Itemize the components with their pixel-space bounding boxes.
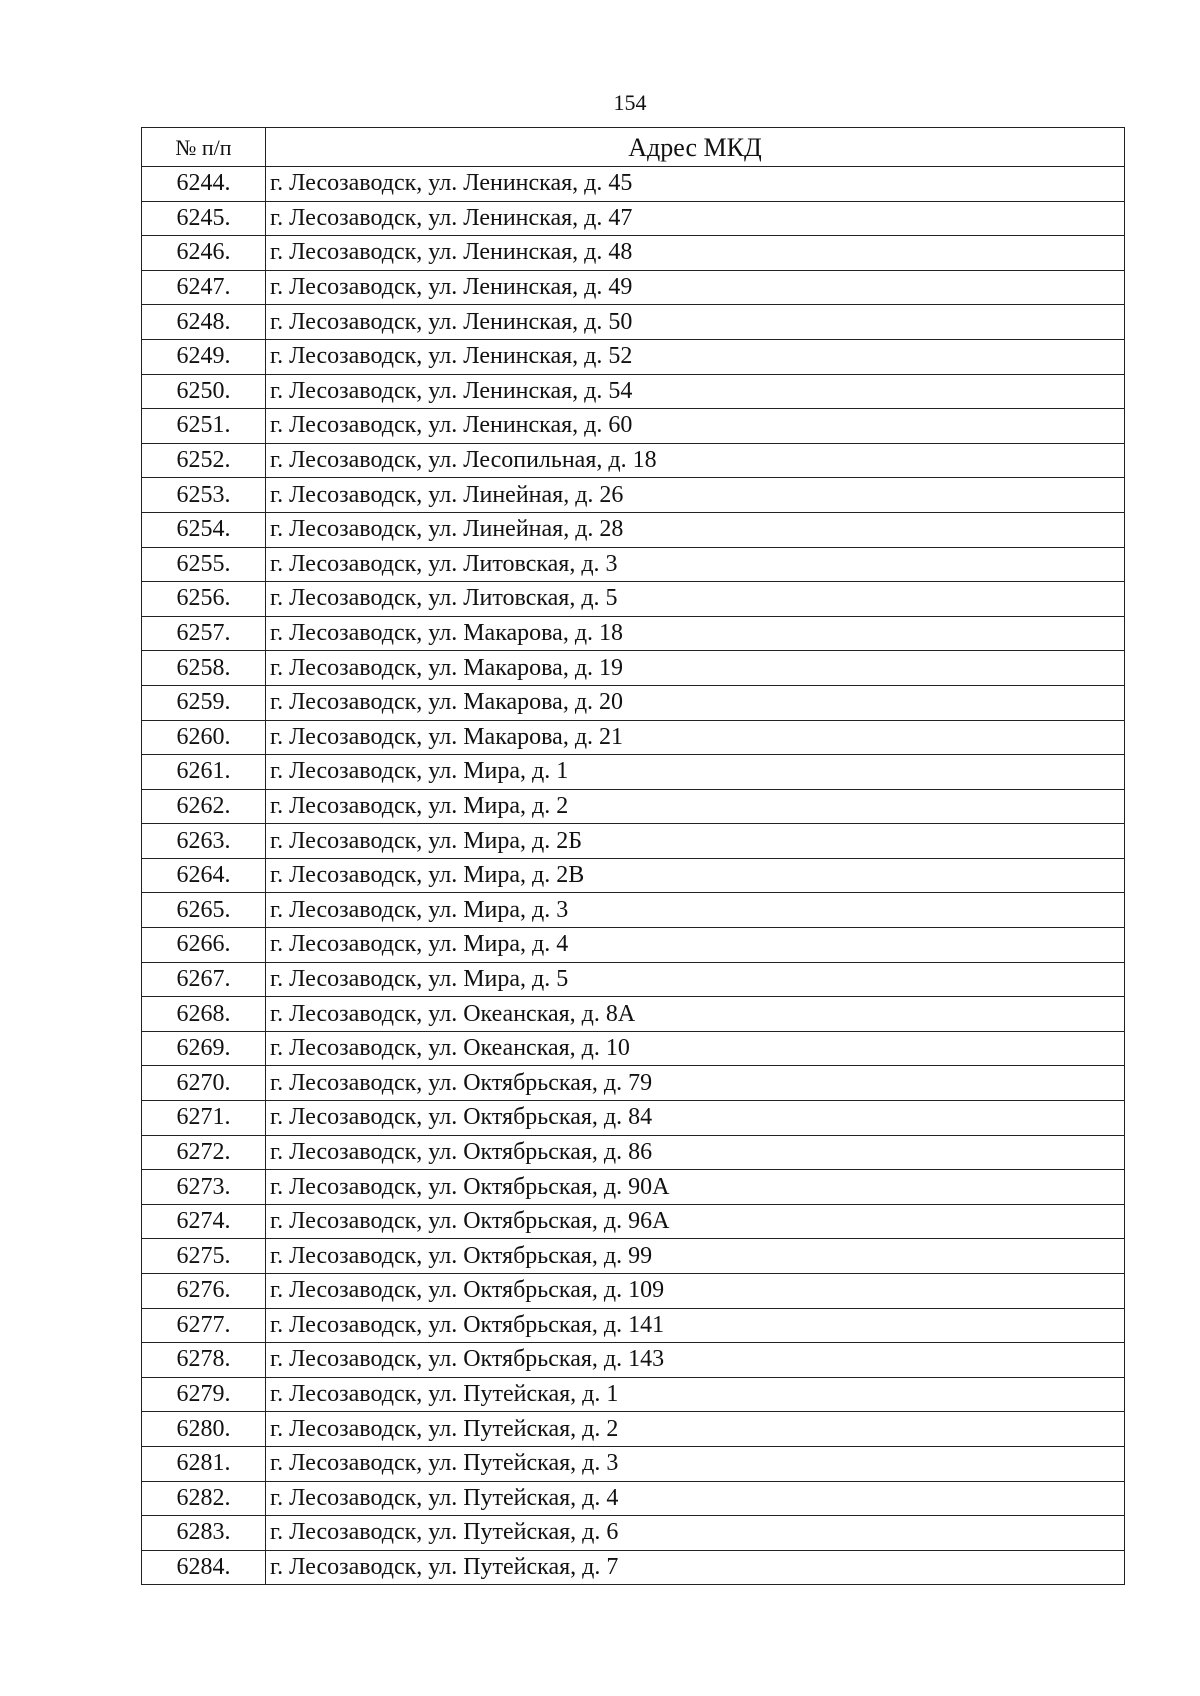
row-number: 6277. — [142, 1308, 266, 1343]
table-row — [142, 685, 1125, 720]
row-number: 6273. — [142, 1170, 266, 1205]
row-address: г. Лесозаводск, ул. Ленинская, д. 49 — [266, 270, 1125, 305]
table-row — [142, 1412, 1125, 1447]
row-address: г. Лесозаводск, ул. Мира, д. 4 — [266, 928, 1125, 963]
table-row — [142, 1274, 1125, 1309]
row-address: г. Лесозаводск, ул. Линейная, д. 28 — [266, 512, 1125, 547]
row-number: 6258. — [142, 651, 266, 686]
row-address: г. Лесозаводск, ул. Путейская, д. 1 — [266, 1377, 1125, 1412]
row-address: г. Лесозаводск, ул. Мира, д. 1 — [266, 755, 1125, 790]
table-row — [142, 1204, 1125, 1239]
row-number: 6253. — [142, 478, 266, 513]
table-row — [142, 651, 1125, 686]
row-address: г. Лесозаводск, ул. Мира, д. 5 — [266, 962, 1125, 997]
table-row — [142, 1101, 1125, 1136]
row-number: 6281. — [142, 1446, 266, 1481]
table-row — [142, 167, 1125, 202]
row-number: 6282. — [142, 1481, 266, 1516]
row-number: 6278. — [142, 1343, 266, 1378]
row-address: г. Лесозаводск, ул. Мира, д. 3 — [266, 893, 1125, 928]
row-address: г. Лесозаводск, ул. Макарова, д. 21 — [266, 720, 1125, 755]
row-number: 6283. — [142, 1516, 266, 1551]
table-row — [142, 270, 1125, 305]
table-row — [142, 755, 1125, 790]
address-table — [141, 127, 1125, 1585]
table-row — [142, 1239, 1125, 1274]
row-address: г. Лесозаводск, ул. Ленинская, д. 54 — [266, 374, 1125, 409]
table-row — [142, 1516, 1125, 1551]
header-row — [142, 128, 1125, 167]
row-address: г. Лесозаводск, ул. Путейская, д. 3 — [266, 1446, 1125, 1481]
row-number: 6260. — [142, 720, 266, 755]
row-number: 6259. — [142, 685, 266, 720]
row-address: г. Лесозаводск, ул. Макарова, д. 19 — [266, 651, 1125, 686]
column-header-address: Адрес МКД — [266, 128, 1125, 167]
table-row — [142, 443, 1125, 478]
column-header-number: № п/п — [142, 128, 266, 167]
row-address: г. Лесозаводск, ул. Ленинская, д. 47 — [266, 201, 1125, 236]
row-number: 6247. — [142, 270, 266, 305]
row-number: 6268. — [142, 997, 266, 1032]
row-address: г. Лесозаводск, ул. Октябрьская, д. 96А — [266, 1204, 1125, 1239]
row-number: 6265. — [142, 893, 266, 928]
row-address: г. Лесозаводск, ул. Октябрьская, д. 99 — [266, 1239, 1125, 1274]
row-number: 6248. — [142, 305, 266, 340]
row-number: 6279. — [142, 1377, 266, 1412]
table-row — [142, 1550, 1125, 1585]
row-address: г. Лесозаводск, ул. Макарова, д. 20 — [266, 685, 1125, 720]
row-address: г. Лесозаводск, ул. Мира, д. 2В — [266, 858, 1125, 893]
row-address: г. Лесозаводск, ул. Мира, д. 2 — [266, 789, 1125, 824]
table-row — [142, 582, 1125, 617]
row-address: г. Лесозаводск, ул. Путейская, д. 4 — [266, 1481, 1125, 1516]
row-address: г. Лесозаводск, ул. Ленинская, д. 50 — [266, 305, 1125, 340]
row-number: 6257. — [142, 616, 266, 651]
table-body — [142, 167, 1125, 1585]
table-row — [142, 789, 1125, 824]
table-row — [142, 1308, 1125, 1343]
table-row — [142, 893, 1125, 928]
row-address: г. Лесозаводск, ул. Путейская, д. 6 — [266, 1516, 1125, 1551]
table-row — [142, 305, 1125, 340]
row-address: г. Лесозаводск, ул. Октябрьская, д. 109 — [266, 1274, 1125, 1309]
row-number: 6244. — [142, 167, 266, 202]
table-row — [142, 824, 1125, 859]
row-number: 6274. — [142, 1204, 266, 1239]
table-row — [142, 1343, 1125, 1378]
row-address: г. Лесозаводск, ул. Литовская, д. 3 — [266, 547, 1125, 582]
table-row — [142, 1377, 1125, 1412]
table-row — [142, 1066, 1125, 1101]
row-address: г. Лесозаводск, ул. Ленинская, д. 45 — [266, 167, 1125, 202]
row-address: г. Лесозаводск, ул. Линейная, д. 26 — [266, 478, 1125, 513]
row-number: 6251. — [142, 409, 266, 444]
row-address: г. Лесозаводск, ул. Ленинская, д. 48 — [266, 236, 1125, 271]
row-number: 6262. — [142, 789, 266, 824]
row-number: 6284. — [142, 1550, 266, 1585]
row-number: 6270. — [142, 1066, 266, 1101]
table-row — [142, 720, 1125, 755]
row-number: 6249. — [142, 339, 266, 374]
row-number: 6264. — [142, 858, 266, 893]
row-number: 6250. — [142, 374, 266, 409]
row-number: 6252. — [142, 443, 266, 478]
row-address: г. Лесозаводск, ул. Путейская, д. 2 — [266, 1412, 1125, 1447]
table-row — [142, 997, 1125, 1032]
table-row — [142, 1481, 1125, 1516]
table-row — [142, 928, 1125, 963]
table-row — [142, 374, 1125, 409]
row-number: 6275. — [142, 1239, 266, 1274]
table-row — [142, 1135, 1125, 1170]
row-address: г. Лесозаводск, ул. Октябрьская, д. 141 — [266, 1308, 1125, 1343]
row-address: г. Лесозаводск, ул. Макарова, д. 18 — [266, 616, 1125, 651]
row-number: 6261. — [142, 755, 266, 790]
row-address: г. Лесозаводск, ул. Океанская, д. 10 — [266, 1031, 1125, 1066]
row-address: г. Лесозаводск, ул. Октябрьская, д. 79 — [266, 1066, 1125, 1101]
table-row — [142, 1031, 1125, 1066]
row-number: 6266. — [142, 928, 266, 963]
row-address: г. Лесозаводск, ул. Октябрьская, д. 90А — [266, 1170, 1125, 1205]
table-row — [142, 547, 1125, 582]
table-row — [142, 339, 1125, 374]
row-address: г. Лесозаводск, ул. Литовская, д. 5 — [266, 582, 1125, 617]
row-address: г. Лесозаводск, ул. Мира, д. 2Б — [266, 824, 1125, 859]
row-number: 6267. — [142, 962, 266, 997]
row-address: г. Лесозаводск, ул. Лесопильная, д. 18 — [266, 443, 1125, 478]
table-row — [142, 858, 1125, 893]
table-row — [142, 1170, 1125, 1205]
row-number: 6271. — [142, 1101, 266, 1136]
page-number: 154 — [613, 90, 647, 115]
row-number: 6276. — [142, 1274, 266, 1309]
row-address: г. Лесозаводск, ул. Октябрьская, д. 143 — [266, 1343, 1125, 1378]
row-number: 6272. — [142, 1135, 266, 1170]
row-number: 6263. — [142, 824, 266, 859]
row-address: г. Лесозаводск, ул. Океанская, д. 8А — [266, 997, 1125, 1032]
table-row — [142, 1446, 1125, 1481]
table-row — [142, 409, 1125, 444]
row-address: г. Лесозаводск, ул. Ленинская, д. 52 — [266, 339, 1125, 374]
table-header — [142, 128, 1125, 167]
row-number: 6246. — [142, 236, 266, 271]
row-number: 6280. — [142, 1412, 266, 1447]
row-address: г. Лесозаводск, ул. Ленинская, д. 60 — [266, 409, 1125, 444]
row-address: г. Лесозаводск, ул. Путейская, д. 7 — [266, 1550, 1125, 1585]
table-row — [142, 478, 1125, 513]
row-number: 6269. — [142, 1031, 266, 1066]
row-number: 6255. — [142, 547, 266, 582]
row-number: 6245. — [142, 201, 266, 236]
row-address: г. Лесозаводск, ул. Октябрьская, д. 84 — [266, 1101, 1125, 1136]
table-row — [142, 236, 1125, 271]
table-row — [142, 616, 1125, 651]
row-number: 6254. — [142, 512, 266, 547]
row-number: 6256. — [142, 582, 266, 617]
table-row — [142, 962, 1125, 997]
table-row — [142, 201, 1125, 236]
row-address: г. Лесозаводск, ул. Октябрьская, д. 86 — [266, 1135, 1125, 1170]
table-row — [142, 512, 1125, 547]
